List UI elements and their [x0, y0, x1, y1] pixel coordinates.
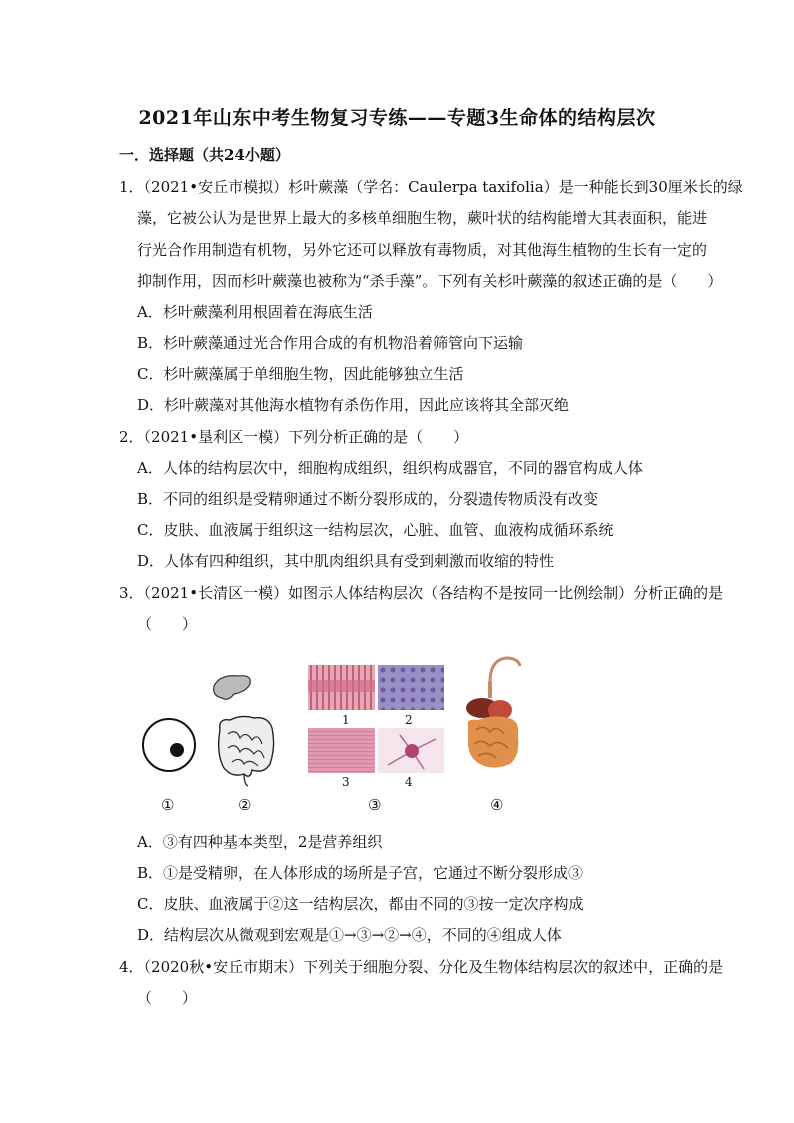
q2-option-b: B．不同的组织是受精卵通过不断分裂形成的，分裂遗传物质没有改变: [137, 490, 599, 508]
q2-option-a: A．人体的结构层次中，细胞构成组织，组织构成器官，不同的器官构成人体: [137, 459, 643, 477]
q1-option-a: A．杉叶蕨藻利用根固着在海底生活: [137, 303, 373, 321]
q1-option-c: C．杉叶蕨藻属于单细胞生物，因此能够独立生活: [137, 365, 464, 383]
structure-level-figure: [130, 650, 670, 825]
figure-label-4: ④: [490, 796, 504, 814]
q4-line-1: 4．（2020秋•安丘市期末）下列关于细胞分裂、分化及生物体结构层次的叙述中，正确的是: [119, 958, 724, 976]
figure-label-1: ①: [161, 796, 175, 814]
figure-label-2: ②: [238, 796, 252, 814]
tissue-number-2: 2: [405, 713, 413, 727]
figure-label-3: ③: [368, 796, 382, 814]
q1-line-2: 藻，它被公认为是世界上最大的多核单细胞生物，蕨叶状的结构能增大其表面积，能进: [137, 209, 708, 227]
section-heading: 一．选择题（共24小题）: [119, 146, 290, 164]
q2-line-1: 2．（2021•垦利区一模）下列分析正确的是（ ）: [119, 428, 469, 446]
fertilized-egg-icon: [141, 717, 197, 773]
q3-option-c: C．皮肤、血液属于②这一结构层次，都由不同的③按一定次序构成: [137, 895, 584, 913]
tissue-number-4: 4: [405, 775, 413, 789]
q1-option-b: B．杉叶蕨藻通过光合作用合成的有机物沿着筛管向下运输: [137, 334, 524, 352]
q1-line-1: 1．（2021•安丘市模拟）杉叶蕨藻（学名：Caulerpa taxifolia）是一种能长到30厘米长的绿: [119, 178, 743, 196]
q1-option-d: D．杉叶蕨藻对其他海水植物有杀伤作用，因此应该将其全部灭绝: [137, 396, 570, 414]
organ-drawings-icon: [210, 668, 280, 788]
q2-option-d: D．人体有四种组织，其中肌肉组织具有受到刺激而收缩的特性: [137, 552, 555, 570]
q2-option-c: C．皮肤、血液属于组织这一结构层次，心脏、血管、血液构成循环系统: [137, 521, 614, 539]
q3-line-1: 3．（2021•长清区一模）如图示人体结构层次（各结构不是按同一比例绘制）分析正确的是: [119, 584, 724, 602]
q3-option-b: B．①是受精卵，在人体形成的场所是子宫，它通过不断分裂形成③: [137, 864, 584, 882]
q4-line-2: （ ）: [137, 989, 198, 1007]
page-title: 2021年山东中考生物复习专练——专题3生命体的结构层次: [138, 107, 656, 129]
q1-line-3: 行光合作用制造有机物，另外它还可以释放有毒物质，对其他海生植物的生长有一定的: [137, 241, 708, 259]
q3-option-d: D．结构层次从微观到宏观是①→③→②→④，不同的④组成人体: [137, 926, 562, 944]
tissue-micrographs-icon: [308, 665, 444, 775]
q3-line-2: （ ）: [137, 615, 198, 633]
tissue-number-3: 3: [342, 775, 350, 789]
q3-option-a: A．③有四种基本类型，2是营养组织: [137, 833, 383, 851]
q1-line-4: 抑制作用，因而杉叶蕨藻也被称为“杀手藻”。下列有关杉叶蕨藻的叙述正确的是（ ）: [137, 272, 723, 290]
digestive-system-icon: [460, 652, 526, 782]
tissue-number-1: 1: [342, 713, 350, 727]
